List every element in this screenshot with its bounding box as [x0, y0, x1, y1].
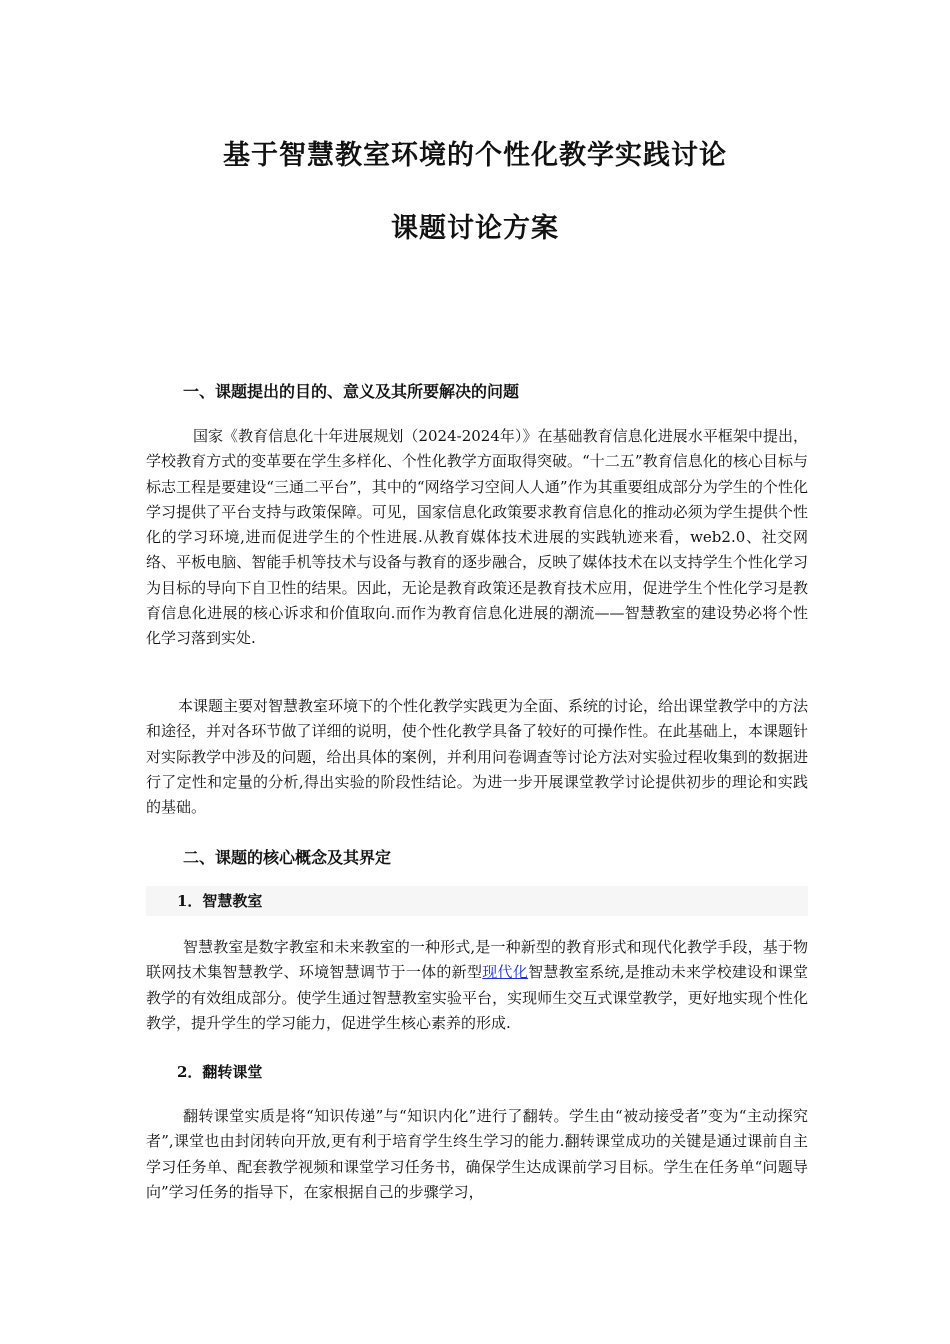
- modernization-link[interactable]: 现代化: [482, 963, 529, 982]
- subsection-heading-flipped-classroom: 2．翻转课堂: [177, 1063, 263, 1081]
- section-heading-purpose: 一、课题提出的目的、意义及其所要解决的问题: [183, 382, 520, 401]
- subsection-heading-smart-classroom: 1．智慧教室: [146, 886, 808, 916]
- paragraph-policy-background: 国家《教育信息化十年进展规划（2024-2024年）》在基础教育信息化进展水平框架中提出，学校教育方式的变革要在学生多样化、个性化教学方面取得突破。“十二五”教育信息化的核心目标与标志工程是要建设“三通二平台”，其中的“网络学习空间人人通”作为其重要组成部分为学生的个性化学习提供了平台支持与政策保障。可见，国家信息化政策要求教育信息化的推动必须为学生提供个性化的学习环境,进而促进学生的个性进展.从教育媒体技术进展的实践轨迹来看，web2.0、社交网络、平板电脑、智能手机等技术与设备与教育的逐步融合，反映了媒体技术在以支持学生个性化学习为目标的导向下自卫性的结果。因此，无论是教育政策还是教育技术应用，促进学生个性化学习是教育信息化进展的核心诉求和价值取向.而作为教育信息化进展的潮流——智慧教室的建设势必将个性化学习落到实处.: [146, 427, 808, 648]
- document-title: 基于智慧教室环境的个性化教学实践讨论: [223, 140, 727, 171]
- paragraph-text-start: 智慧教室是数字教室和未来教室的一种形式,是一种新型的教育形式和现代化教学手段，基于物联网技术集智慧教学、环境智慧调节于一体的新型: [146, 938, 808, 982]
- section-heading-core-concepts: 二、课题的核心概念及其界定: [183, 848, 392, 867]
- document-subtitle: 课题讨论方案: [391, 213, 559, 244]
- paragraph-research-summary: 本课题主要对智慧教室环境下的个性化教学实践更为全面、系统的讨论，给出课堂教学中的方法和途径，并对各环节做了详细的说明，使个性化教学具备了较好的可操作性。在此基础上，本课题针对实际教学中涉及的问题，给出具体的案例，并利用问卷调查等讨论方法对实验过程收集到的数据进行了定性和定量的分析,得出实验的阶段性结论。为进一步开展课堂教学讨论提供初步的理论和实践的基础。: [146, 697, 809, 817]
- paragraph-flipped-classroom: 翻转课堂实质是将“知识传递”与“知识内化”进行了翻转。学生由“被动接受者”变为“主动探究者”,课堂也由封闭转向开放,更有利于培育学生终生学习的能力.翻转课堂成功的关键是通过课前自主学习任务单、配套教学视频和课堂学习任务书，确保学生达成课前学习目标。学生在任务单“问题导向”学习任务的指导下，在家根据自己的步骤学习，: [146, 1107, 808, 1201]
- paragraph-smart-classroom: [146, 935, 808, 1036]
- paragraph-text-end: 智慧教室系统,是推动未来学校建设和课堂教学的有效组成部分。使学生通过智慧教室实验平台，实现师生交互式课堂教学，更好地实现个性化教学，提升学生的学习能力，促进学生核心素养的形成.: [146, 963, 808, 1032]
